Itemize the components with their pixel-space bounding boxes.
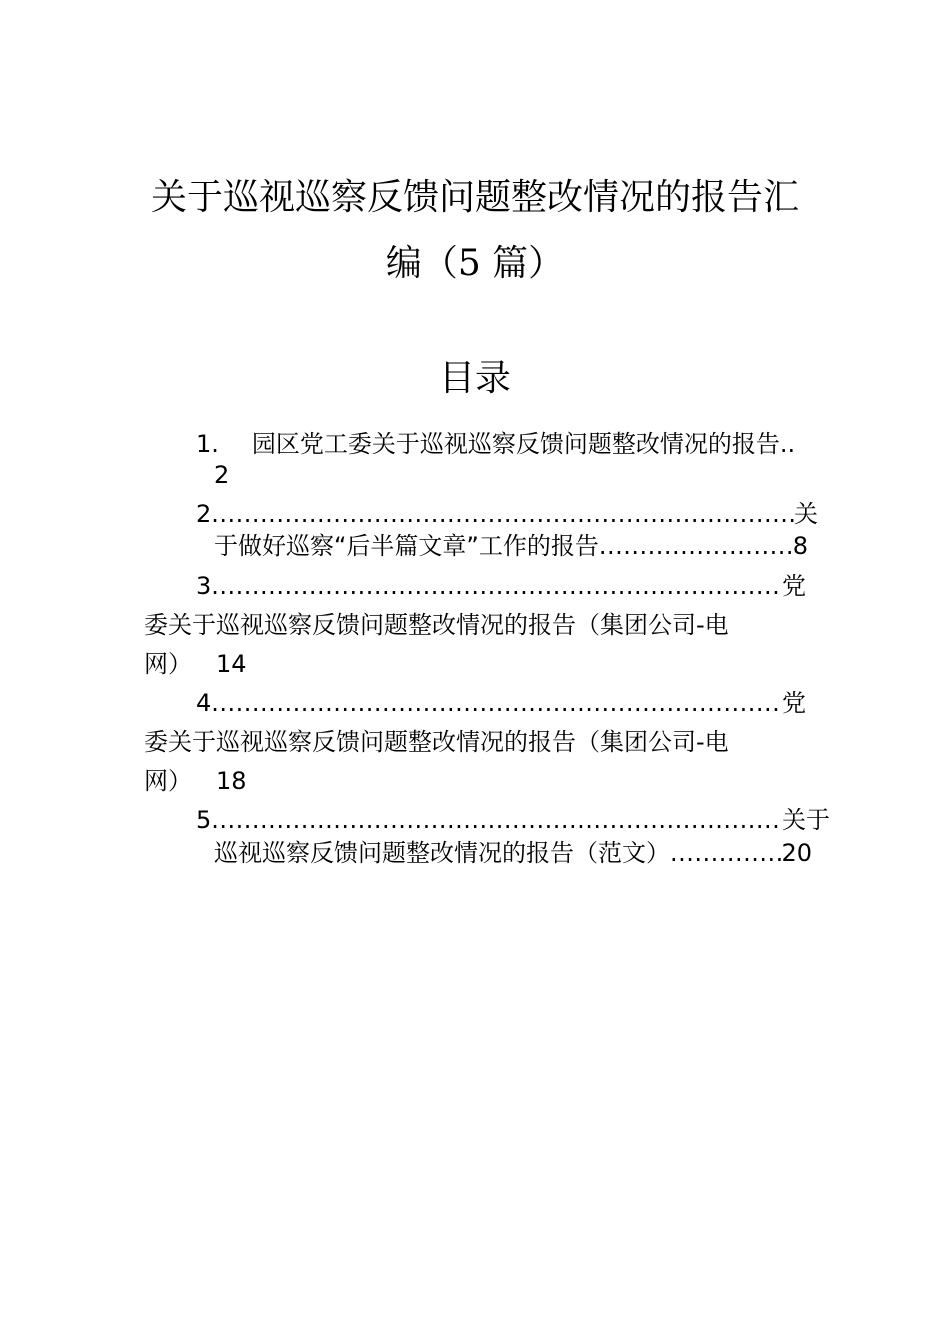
toc-entry-3-line-1[interactable] [196,570,806,602]
toc-entry-5-number: 5 [196,806,212,834]
toc-entry-4-title-rest: 委关于巡视巡察反馈问题整改情况的报告（集团公司-电 [144,728,729,756]
toc-entry-5-line-1[interactable] [196,804,830,836]
toc-entry-4-line-2[interactable] [144,726,729,758]
document-title-line-2: 编（5 篇） [385,243,565,284]
toc-entry-5-title-rest: 巡视巡察反馈问题整改情况的报告（范文） [214,839,670,867]
toc-entry-2-number: 2 [196,500,212,528]
toc-entry-2-leader [211,498,794,530]
toc-entry-4-title-head: 党 [782,689,806,717]
toc-entry-5-leader-2 [670,837,781,869]
toc-entry-1-number: 1. [196,430,219,458]
toc-entry-4-line-3[interactable] [144,765,247,797]
toc-entry-2-title-rest: 于做好巡察“后半篇文章”工作的报告 [214,532,599,560]
toc-entry-1-trail: .. [779,430,796,458]
toc-entry-4-line-1[interactable] [196,687,806,719]
toc-entry-1-page: 2 [214,461,230,489]
toc-entry-1-line-1[interactable] [196,428,836,460]
document-title-line-1: 关于巡视巡察反馈问题整改情况的报告汇 [150,177,799,218]
toc-entry-5-leader [211,804,782,836]
toc-entry-3-line-3[interactable] [144,648,247,680]
toc-entry-3-title-head: 党 [782,572,806,600]
toc-entry-1-line-2[interactable] [214,459,229,491]
toc-entry-3-number: 3 [196,572,212,600]
toc-entry-4-title-tail: 网） [144,767,192,795]
toc-entry-4-leader [211,687,782,719]
toc-entry-5-page: 20 [781,839,812,867]
toc-entry-2-leader-2 [599,530,793,562]
toc-entry-1-title: 园区党工委关于巡视巡察反馈问题整改情况的报告 [251,430,780,458]
toc-entry-2-line-2[interactable] [214,530,808,562]
toc-entry-5-title-head: 关于 [782,806,830,834]
toc-entry-3-line-2[interactable] [144,609,729,641]
toc-entry-5-line-2[interactable] [214,837,812,869]
toc-entry-3-leader [211,570,782,602]
toc-entry-4-number: 4 [196,689,212,717]
toc-entry-3-title-tail: 网） [144,650,192,678]
toc-entry-4-page: 18 [216,767,247,795]
toc-entry-2-line-1[interactable] [196,498,818,530]
toc-entry-2-title-head: 关 [794,500,818,528]
toc-entry-3-page: 14 [216,650,247,678]
toc-heading: 目录 [438,358,511,399]
toc-entry-3-title-rest: 委关于巡视巡察反馈问题整改情况的报告（集团公司-电 [144,611,729,639]
toc-entry-2-page: 8 [792,532,808,560]
